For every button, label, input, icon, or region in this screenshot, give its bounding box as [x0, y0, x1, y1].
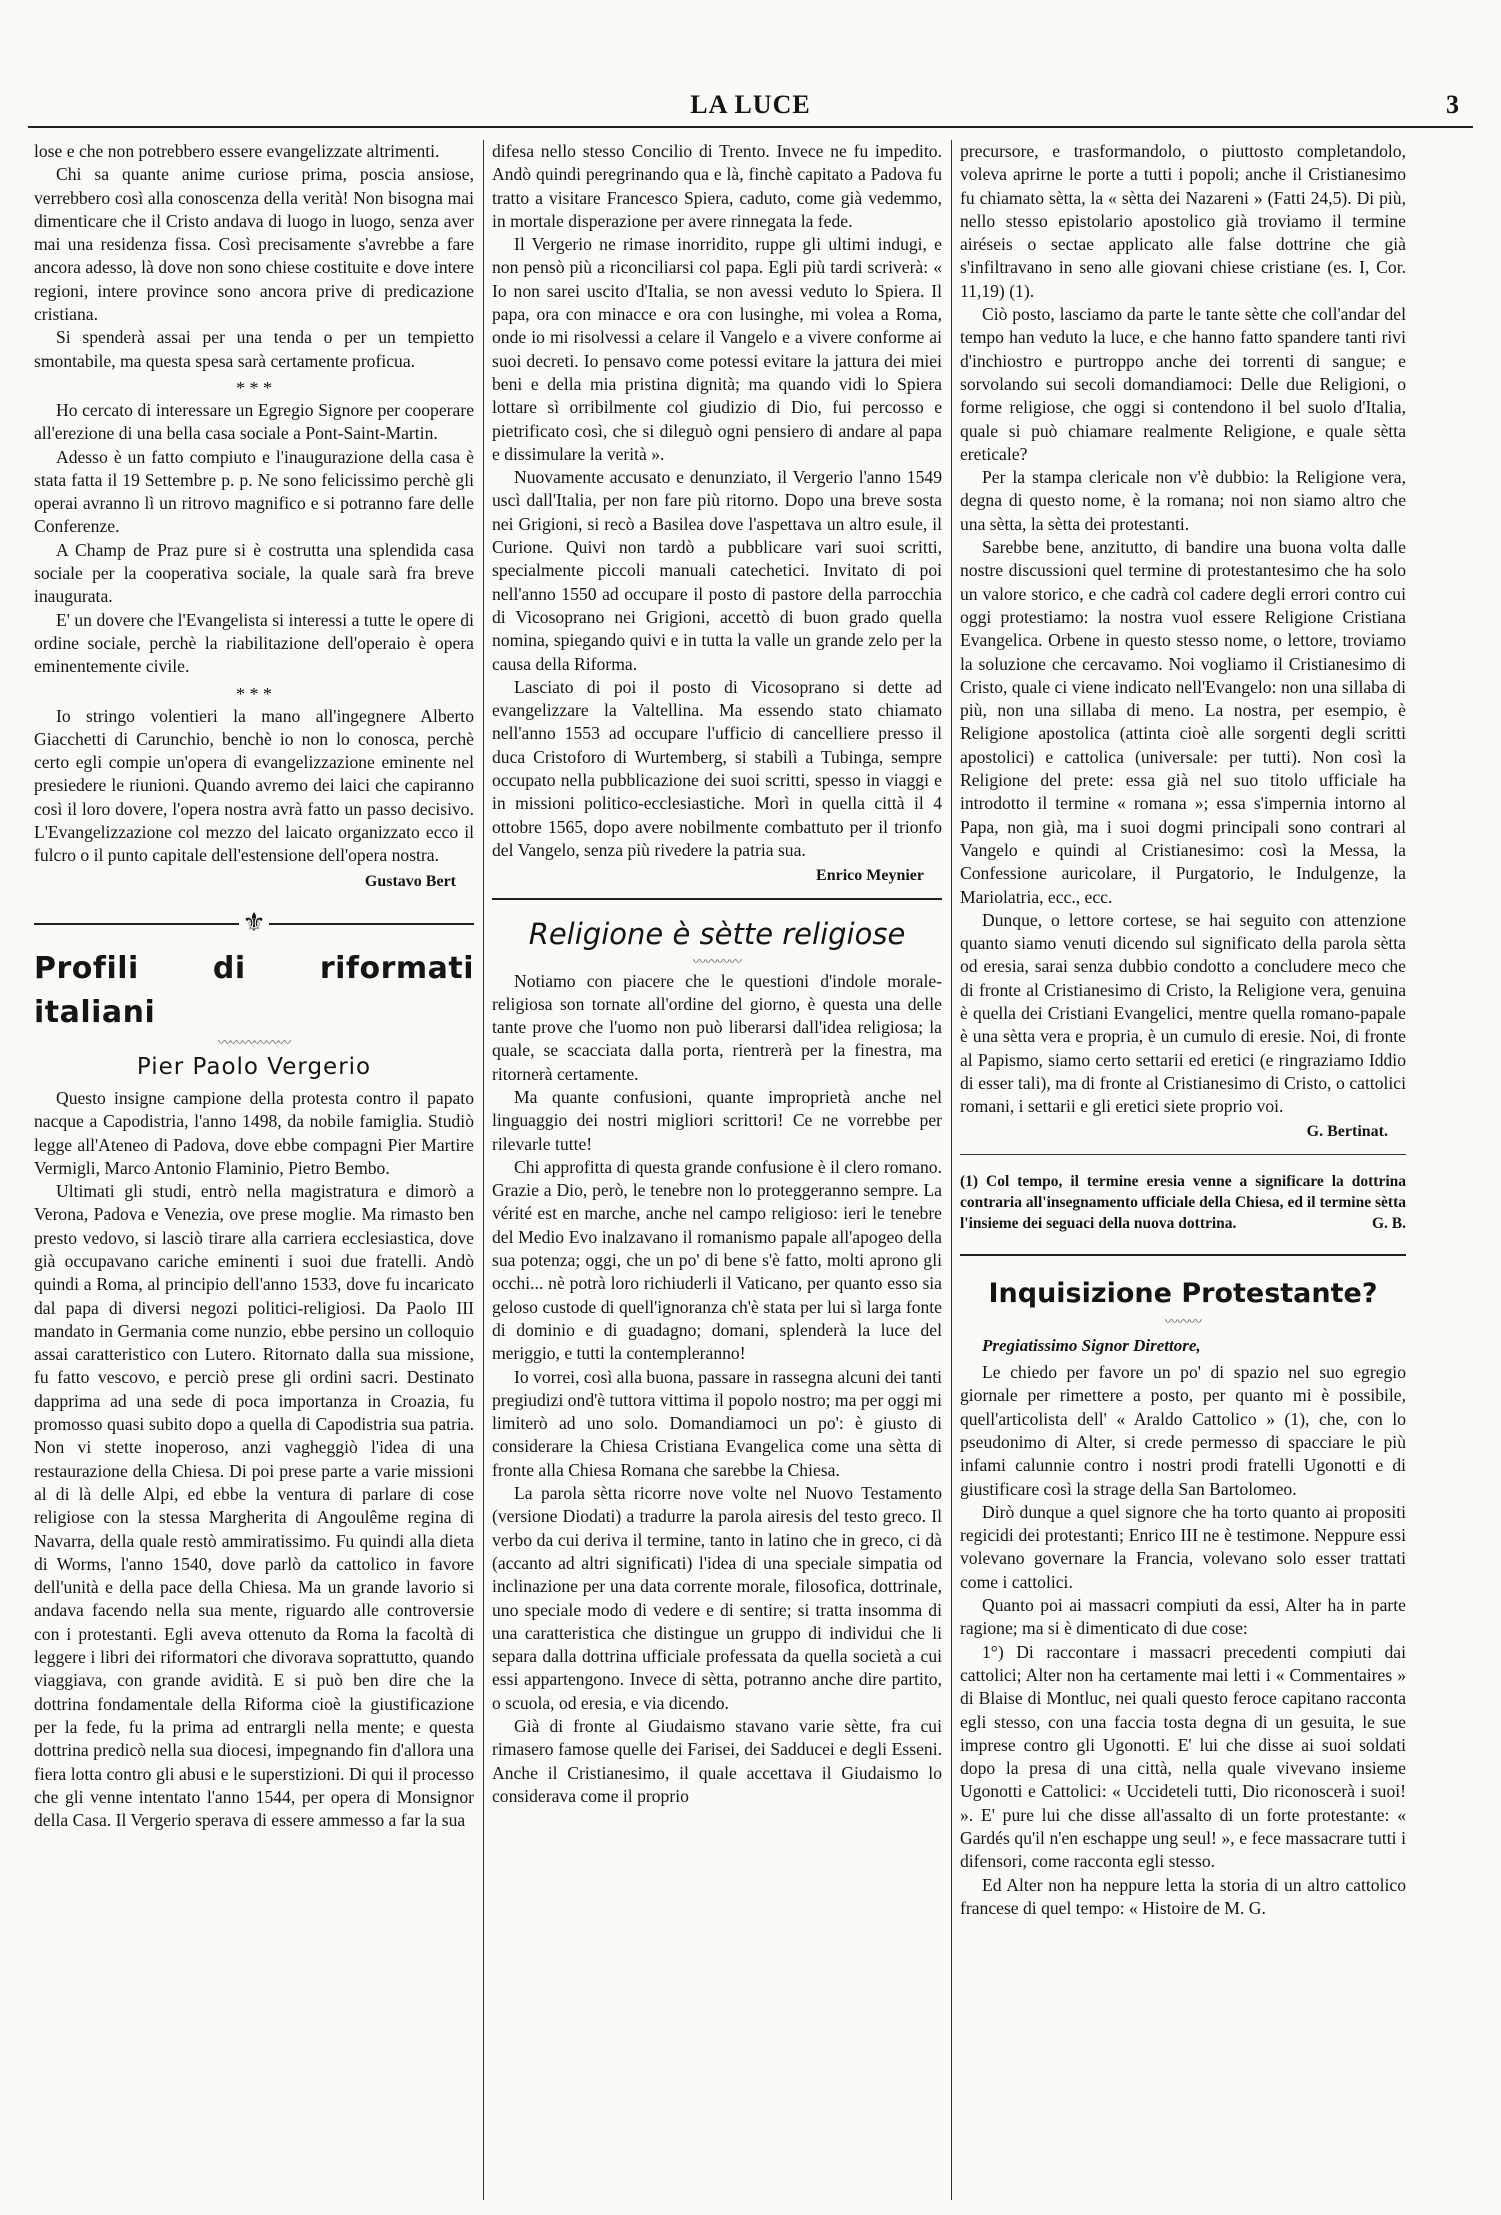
paragraph: Dirò dunque a quel signore che ha torto quanto ai propositi regicidi dei protestanti; Enrico III ne è testimone. Neppure essi volevano governare la Francia, volevano solo esser trattati come i cattolici.: [960, 1501, 1406, 1592]
section-rule: [492, 898, 942, 900]
paragraph: precursore, e trasformandolo, o piuttosto completandolo, voleva aprirne le porte a tutti i popoli; anche il Cristianesimo fu chiamato sètta, la « sètta dei Nazareni » (Fatti 24,5). Di più, nello stesso epistolario apostolico già troviamo il termine airéseis o sectae applicato alle false dottrine che già s'infiltravano in seno alle giovani chiese cristiane (es. I, Cor. 11,19) (1).: [960, 141, 1406, 301]
wave-divider: 〰〰〰〰〰〰: [217, 1034, 290, 1050]
ornament-divider: [34, 905, 474, 941]
signature-meynier: Enrico Meynier: [816, 867, 924, 885]
page-header: [28, 88, 1473, 128]
paragraph: Quanto poi ai massacri compiuti da essi, Alter ha in parte ragione; ma si è dimenticato di due cose:: [960, 1595, 1406, 1639]
paragraph: Ma quante confusioni, quante improprietà anche nel linguaggio dei nostri migliori scrittori! Ce ne vorrebbe per rilevarle tutte!: [492, 1086, 942, 1154]
religione-heading: Religione è sètte religiose: [528, 916, 906, 951]
inquisizione-heading: Inquisizione Protestante?: [988, 1277, 1378, 1309]
paragraph: difesa nello stesso Concilio di Trento. Invece ne fu impedito. Andò quindi peregrinando qua e là, finchè capitato a Padova fu tratto a visitare Francesco Spiera, caduto, come già vedemmo, in mortale disperazione per avere rinnegata la fede.: [492, 141, 942, 231]
column-2: [492, 140, 942, 2200]
paragraph: Sarebbe bene, anzitutto, di bandire una buona volta dalle nostre discussioni quel termine di protestantesimo che ha solo un valore storico, e che cadrà col cadere degli errori contro cui oggi protestiamo: la nostra vuol essere Religione Cristiana Evangelica. Orbene in questo stesso nome, o lettore, troviamo la soluzione che cercavamo. Noi vogliamo il Cristianesimo di Cristo, quale ci viene indicato nell'Evangelo: non una sillaba di più, non una sillaba di meno. La nostra, per esempio, è Religione apostolica (attinta cioè alle sorgenti degli scritti apostolici) e cattolica (universale: per tutti). Non così la Religione del prete: essa già nel suo titolo ufficiale ha introdotto il termine « romana »; essa s'impernia intorno al Papa, non già, ma i suoi dogmi principali sono contrari al Vangelo e quindi al Cristianesimo: così la Messa, la Confessione auricolare, il Purgatorio, le Indulgenze, la Mariolatria, ecc., ecc.: [960, 537, 1406, 907]
wave-divider: 〰〰〰〰: [692, 953, 741, 969]
fleur-de-lis-icon: ⚜: [239, 905, 269, 941]
profili-heading: Profili di riformati italiani: [34, 950, 474, 1030]
paragraph: Le chiedo per favore un po' di spazio nel suo egregio giornale per rimettere a posto, per quanto mi è possibile, quell'articolista dell' « Araldo Cattolico » (1), che, con lo pseudonimo di Alter, si crede permesso di spacciare le più infami calunnie contro i nostri prodi fratelli Ugonotti e di giustificare così la strage della San Bartolomeo.: [960, 1362, 1406, 1499]
paragraph: Ultimati gli studi, entrò nella magistratura e dimorò a Verona, Padova e Venezia, ove prese moglie. Ma rimasto ben presto vedovo, si lasciò tirare alla carriera ecclesiastica, dove già occupavano cariche eminenti i suoi due fratelli. Andò quindi a Roma, al principio dell'anno 1533, dove fu incaricato dal papa di diversi negozi politici-religiosi. Da Paolo III mandato in Germania come nunzio, ebbe persino un colloquio assai caratteristico con Lutero. Ritornato dalla sua missione, fu fatto vescovo, e perciò prese gli ordini sacri. Destinato dapprima ad una sede di poca importanza in Croazia, fu promosso quasi subito dopo a quella di Capodistria sua patria. Non vi stette inoperoso, anzi vagheggiò l'idea di una restaurazione della Chiesa. Di poi prese parte a varie missioni al di là delle Alpi, ed ebbe la ventura di parlare di cose religiose con la stessa Margherita di Angoulême regina di Navarra, della quale restò ammiratissimo. Fu quindi alla dieta di Worms, l'anno 1540, dove parlò da cattolico in favore dell'unità e della pace della Chiesa. Ma un grande lavorio si andava facendo nella sua mente, riguardo alle controversie con i protestanti. Egli aveva ottenuto da Roma la facoltà di leggere i libri dei riformatori che divorava soprattutto, quando viaggiava, con grande avidità. E si può ben dire che la dottrina fondamentale della Riforma cioè la giustificazione per la fede, fu la prima ad entrargli nella mente; e questa dottrina predicò nella sua diocesi, impegnando fin d'allora una fiera lotta contro gli abusi e le superstizioni. Di qui il processo che gli venne intentato l'anno 1544, per opera di Monsignor della Casa. Il Vergerio sperava di essere ammesso a far la sua: [34, 1181, 474, 1831]
paragraph: Questo insigne campione della protesta contro il papato nacque a Capodistria, l'anno 1498, da nobile famiglia. Studiò legge all'Ateneo di Padova, dove ebbe compagni Pier Martire Vermigli, Marco Antonio Flaminio, Pietro Bembo.: [34, 1087, 474, 1178]
footnote-signature: G. B.: [1371, 1214, 1406, 1232]
salutation: Pregiatissimo Signor Direttore,: [982, 1335, 1201, 1355]
wave-divider: 〰〰〰: [1164, 1313, 1201, 1329]
paragraph: A Champ de Praz pure si è costrutta una splendida casa sociale per la cooperativa sociale, la quale sarà fra breve inaugurata.: [34, 539, 474, 607]
paragraph: Io vorrei, così alla buona, passare in rassegna alcuni dei tanti pregiudizi ond'è tuttora vittima il popolo nostro; ma per oggi mi limiterò ad uno solo. Domandiamoci un po': è giusto di considerare la Chiesa Cristiana Evangelica come una sètta di fronte alla Chiesa Romana che sarebbe la Chiesa.: [492, 1366, 942, 1480]
paragraph: lose e che non potrebbero essere evangelizzate altrimenti.: [34, 141, 440, 161]
signature-bert: Gustavo Bert: [364, 872, 456, 890]
footnote-text: (1) Col tempo, il termine eresia venne a significare la dottrina contraria all'insegnamento ufficiale della Chiesa, ed il termine sètta l'insieme dei seguaci della nuova dottrina.: [960, 1172, 1406, 1232]
paragraph: Già di fronte al Giudaismo stavano varie sètte, fra cui rimasero famose quelle dei Farisei, dei Sadducei e degli Esseni. Anche il Cristianesimo, il quale accettava il Giudaismo lo considerava come il proprio: [492, 1716, 942, 1806]
paragraph: Per la stampa clericale non v'è dubbio: la Religione vera, degna di questo nome, è la romana; noi non siamo altro che una sètta, la sètta dei protestanti.: [960, 467, 1406, 534]
paragraph: Nuovamente accusato e denunziato, il Vergerio l'anno 1549 uscì dall'Italia, per non fare più ritorno. Dopo una breve sosta nei Grigioni, si recò a Basilea dove l'aspettava un altro esule, il Curione. Quivi non tardò a pubblicare vari suoi scritti, specialmente piccoli manuali catechetici. Invitato di poi nell'anno 1550 ad occupare il posto di pastore della parrocchia di Vicosoprano nei Grigioni, accettò di buon grado quella nomina, spiegando quivi e in tutta la valle un grande zelo per la causa della Riforma.: [492, 467, 942, 674]
page-number: 3: [1446, 90, 1459, 119]
paragraph: E' un dovere che l'Evangelista si interessi a tutte le opere di ordine sociale, perchè la riabilitazione dell'operaio è opera eminentemente civile.: [34, 609, 474, 677]
paragraph: Chi sa quante anime curiose prima, poscia ansiose, verrebbero così alla conoscenza della verità! Non bisogna mai dimenticare che il Cristo andava di luogo in luogo, senza aver mai una residenza fissa. Così precisamente s'avrebbe a fare ancora adesso, là dove non sono chiese costituite e dove intere regioni, intere province sono ancora prive di predicazione cristiana.: [34, 164, 474, 325]
column-3: [960, 140, 1406, 2200]
header-rule: [28, 126, 1473, 128]
footnote: [960, 1163, 1406, 1234]
paragraph: Lasciato di poi il posto di Vicosoprano si dette ad evangelizzare la Valtellina. Ma essendo stato chiamato nell'anno 1553 ad occupare l'ufficio di cancelliere presso il duca Cristoforo di Wurtemberg, si stabilì a Tubinga, sempre occupato nella pubblicazione dei suoi scritti, spesso in viaggi e in missioni politico-ecclesiastiche. Morì in quella città il 4 ottobre 1565, dopo avere nobilmente combattuto per il trionfo del Vangelo, senza più rivedere la patria sua.: [492, 676, 942, 860]
paragraph: Notiamo con piacere che le questioni d'indole morale-religiosa son tornate all'ordine del giorno, è questa una delle tante prove che l'uomo non può liberarsi dall'idea religiosa; la quale, se scacciata dalla porta, rientrerà per la finestra, ma ritornerà certamente.: [492, 970, 942, 1084]
paragraph: Ciò posto, lasciamo da parte le tante sètte che coll'andar del tempo han veduto la luce, e che hanno fatto spandere tanti rivi d'inchiostro e purtroppo anche dei torrenti di sangue; e sorvolando sui secoli domandiamoci: Delle due Religioni, o forme religiose, che oggi si contendono il bel suolo d'Italia, quale si può chiamare realmente Religione, e quale sètta ereticale?: [960, 304, 1406, 464]
section-stars: * * *: [236, 683, 272, 704]
paragraph: Ho cercato di interessare un Egregio Signore per cooperare all'erezione di una bella casa sociale a Pont-Saint-Martin.: [34, 399, 474, 444]
column-1: [34, 140, 474, 2200]
column-divider-1: [483, 140, 484, 2200]
section-stars: * * *: [236, 377, 272, 398]
signature-bertinat: G. Bertinat.: [1306, 1123, 1388, 1141]
paragraph: Adesso è un fatto compiuto e l'inaugurazione della casa è stata fatta il 19 Settembre p. p. Ne sono felicissimo perchè gli operai avranno lì un ritrovo magnifico e si potranno fare delle Conferenze.: [34, 446, 474, 537]
paragraph: Io stringo volentieri la mano all'ingegnere Alberto Giacchetti di Carunchio, benchè io non lo conosca, perchè certo egli compie un'opera di evangelizzazione eminente nel presiedere le riunioni. Quando avremo dei laici che capiranno così il loro dovere, l'opera nostra avrà fatto un passo decisivo. L'Evangelizzazione col mezzo del laicato organizzato ecco il fulcro o il punto capitale dell'estensione dell'opera nostra.: [34, 705, 474, 866]
newspaper-title: LA LUCE: [690, 90, 811, 119]
paragraph: Ed Alter non ha neppure letta la storia di un altro cattolico francese di quel tempo: « Histoire de M. G.: [960, 1874, 1406, 1918]
footnote-rule: [960, 1154, 1406, 1155]
column-divider-2: [951, 140, 952, 2200]
paragraph: La parola sètta ricorre nove volte nel Nuovo Testamento (versione Diodati) a tradurre la parola airesis del testo greco. Il verbo da cui deriva il termine, tanto in latino che in greco, ci dà (accanto ad altri significati) l'idea di una speciale simpatia od inclinazione per una data corrente morale, filosofica, dottrinale, uno speciale modo di vedere e di sentire; si tratta insomma di una caratteristica che distingue un gruppo di individui che li separa dalla dottrina ufficiale professata da quella società a cui essi appartengono. Invece di sètta, potranno anche dire partito, o scuola, od eresia, e via dicendo.: [492, 1483, 942, 1713]
paragraph: 1°) Di raccontare i massacri precedenti compiuti dai cattolici; Alter non ha certamente mai letti i « Commentaires » di Blaise di Montluc, nei quali questo feroce capitano racconta egli stesso, con una faccia tosta degna di un gesuita, le sue imprese contro gli Ugonotti. E' lui che disse ai suoi soldati dopo la presa di una città, nella quale vivevano insieme Ugonotti e Cattolici: « Uccideteli tutti, Dio riconoscerà i suoi! ». E' pure lui che disse all'assalto di un forte protestante: « Gardés qu'il n'en eschappe ung seul! », e fece massacrare tutti i difensori, come racconta egli stesso.: [960, 1641, 1406, 1872]
section-rule: [960, 1254, 1406, 1256]
paragraph: Chi approfitta di questa grande confusione è il clero romano. Grazie a Dio, però, le tenebre non lo proteggeranno sempre. La vérité est en marche, anche nel campo religioso: ieri le tenebre del Medio Evo inalzavano il romanismo papale all'apogeo della sua potenza; oggi, che un po' di bene s'è fatto, molti aprono gli occhi... nè potrà loro richiuderli il Vaticano, per quanto esso sia geloso custode di quell'ignoranza ch'è stata per lui sì larga fonte di dominio e di guadagno; domani, splenderà la luce del meriggio, e tutti la contempleranno!: [492, 1156, 942, 1364]
vergerio-subtitle: Pier Paolo Vergerio: [136, 1053, 372, 1080]
paragraph: Dunque, o lettore cortese, se hai seguito con attenzione quanto siamo venuti dicendo sul significato della parola sètta od eresia, sarai senza dubbio condotto a concludere meco che di fronte al Cristianesimo di Cristo, la Religione vera, genuina è quella dei Cristiani Evangelici, mentre quella romano-papale è una sètta vera e propria, è un cumulo di eresie. Noi, di fronte al Papismo, siamo certo settarii ed eretici (e ringraziamo Iddio di esser tali), ma di fronte al Cristianesimo di Cristo, o cattolici romani, i settarii e gli eretici siete proprio voi.: [960, 909, 1406, 1117]
paragraph: Si spenderà assai per una tenda o per un tempietto smontabile, ma questa spesa sarà certamente proficua.: [34, 327, 474, 371]
paragraph: Il Vergerio ne rimase inorridito, ruppe gli ultimi indugi, e non pensò più a riconciliarsi col papa. Egli più tardi scriverà: « Io non sarei uscito d'Italia, se non avessi veduto lo Spiera. Il papa, ora con minacce e ora con lusinghe, mi volea a Roma, onde io mi risolvessi a celare il Vangelo e a vivere conforme ai suoi decreti. Io pensavo come potessi evitare la jattura dei miei beni e della mia pristina dignità; ma quando vidi lo Spiera lottare sì orribilmente col giudizio di Dio, fui percosso e pietrificato così, che si dileguò ogni pensiero di andare al papa e dissimulare la verità ».: [492, 234, 942, 464]
